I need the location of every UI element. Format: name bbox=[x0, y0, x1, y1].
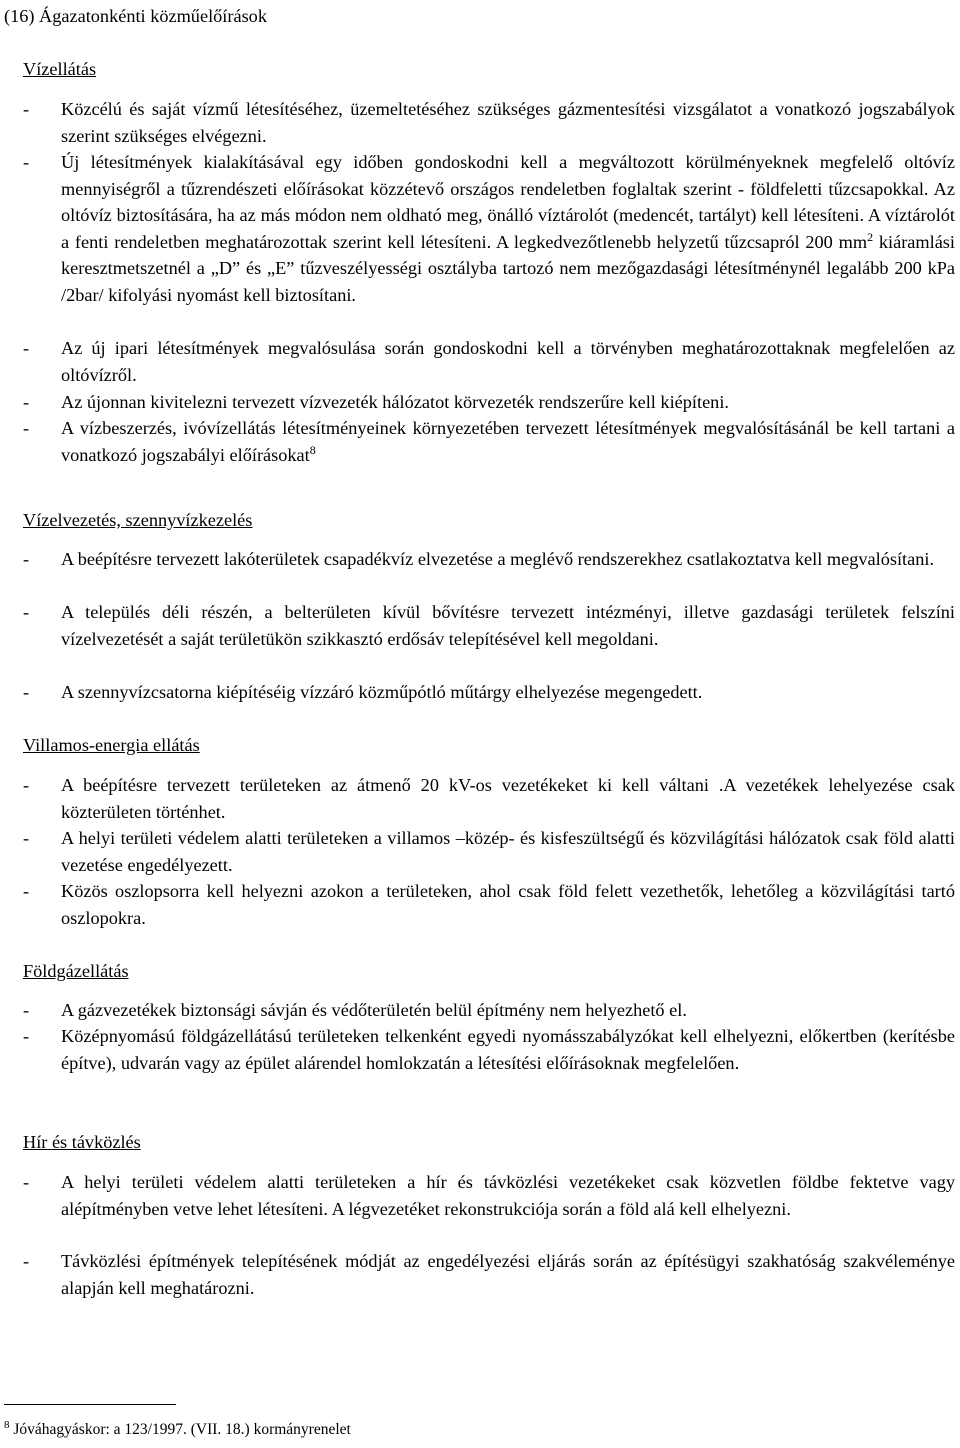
list-dash: - bbox=[23, 392, 30, 412]
list-item-text-part: A vízbeszerzés, ivóvízellátás létesítményeinek környezetében tervezett létesítmények megvalósításánál be kell tartani a vonatkozó jogszabályi előírásokat bbox=[61, 418, 955, 465]
footnote-separator bbox=[4, 1404, 176, 1405]
list-item-text: A gázvezetékek biztonsági sávján és védőterületén belül építmény nem helyezhető el. bbox=[61, 1000, 687, 1020]
list-item bbox=[23, 825, 955, 878]
list-item-text: A helyi területi védelem alatti területeken a hír és távközlési vezetékeket csak közvetlen földbe fektetve vagy alépítményben vetve lehet létesíteni. A légvezetéket rekonstrukciója során a föld alá kell elhelyezni. bbox=[61, 1172, 955, 1219]
list-item bbox=[23, 1169, 955, 1222]
list-dash: - bbox=[23, 338, 30, 358]
list-item-text: Középnyomású földgázellátású területeken telkenként egyedi nyomásszabályzókat kell elhelyezni, előkertben (kerítésbe építve), udvarán vagy az épület alárendel homlokzatán a létesítési előírásoknak megfelelően. bbox=[61, 1026, 955, 1073]
footnote-ref: 8 bbox=[309, 442, 316, 457]
section-heading-hir-es-tavkozles: Hír és távközlés bbox=[23, 1132, 141, 1152]
section-heading-villamos-energia: Villamos-energia ellátás bbox=[23, 735, 200, 755]
list-dash: - bbox=[23, 602, 30, 622]
list-item bbox=[23, 1023, 955, 1076]
list-item-text: A szennyvízcsatorna kiépítéséig vízzáró közműpótló műtárgy elhelyezése megengedett. bbox=[61, 682, 703, 702]
section-heading-vizelvezetes: Vízelvezetés, szennyvízkezelés bbox=[23, 510, 253, 530]
list-item-text: Távközlési építmények telepítésének módját az engedélyezési eljárás során az építésügyi szakhatóság szakvéleménye alapján kell meghatározni. bbox=[61, 1251, 955, 1298]
list-dash: - bbox=[23, 775, 30, 795]
list-item bbox=[23, 335, 955, 388]
list-item-text: A helyi területi védelem alatti területeken a villamos –közép- és kisfeszültségű és közvilágítási hálózatok csak föld alatti vezetése engedélyezett. bbox=[61, 828, 955, 875]
list-item-text: Közcélú és saját vízmű létesítéséhez, üzemeltetéséhez szükséges gázmentesítési vizsgálatot a vonatkozó jogszabályok szerint szükséges elvégezni. bbox=[61, 99, 955, 146]
footnote bbox=[4, 1420, 351, 1440]
section-heading-foldgazellatas: Földgázellátás bbox=[23, 961, 129, 981]
list-item-text: Az újonnan kivitelezni tervezett vízvezeték hálózatot körvezeték rendszerűre kell kiépíteni. bbox=[61, 392, 729, 412]
list-item bbox=[23, 599, 955, 652]
list-item-text bbox=[61, 149, 955, 309]
list-item bbox=[23, 415, 955, 468]
list-item bbox=[23, 149, 955, 309]
list-item-text: Az új ipari létesítmények megvalósulása során gondoskodni kell a törvényben meghatározottaknak megfelelően az oltóvízről. bbox=[61, 338, 955, 385]
list-item bbox=[23, 878, 955, 931]
page-title: (16) Ágazatonkénti közműelőírások bbox=[4, 6, 267, 26]
list-dash: - bbox=[23, 549, 30, 569]
list-item bbox=[23, 997, 955, 1024]
footnote-text: Jóváhagyáskor: a 123/1997. (VII. 18.) kormányrenelet bbox=[9, 1421, 351, 1438]
list-dash: - bbox=[23, 1251, 30, 1271]
list-item-text-part: Új létesítmények kialakításával egy időben gondoskodni kell a megváltozott körülményeknek megfelelő oltóvíz mennyiségről a tűzrendészeti előírásokat közzétevő országos rendeletben foglaltak szerint - földfeletti tűzcsapokkal. Az oltóvíz biztosítására, ha az más módon nem oldható meg, önálló víztárolót (medencét, tartályt) kell létesíteni. A víztárolót a fenti rendeletben meghatározottak szerint kell létesíteni. A legkedvezőtlenebb helyzetű tűzcsapról 200 mm bbox=[61, 152, 955, 252]
list-dash: - bbox=[23, 1172, 30, 1192]
list-item-text: A település déli részén, a belterületen kívül bővítésre tervezett intézményi, illetve gazdasági területek felszíni vízelvezetését a saját területükön szikkasztó erdősáv telepítésével kell megoldani. bbox=[61, 602, 955, 649]
list-item bbox=[23, 679, 955, 706]
section-heading-vizellatas: Vízellátás bbox=[23, 59, 97, 79]
list-dash: - bbox=[23, 828, 30, 848]
list-item-text-part: kiáramlási keresztmetszetnél a „D” és „E” tűzveszélyességi osztályba tartozó nem mezőgazdasági létesítménynél legalább 200 kPa /2bar/ kifolyási nyomást kell biztosítani. bbox=[61, 231, 955, 305]
footnote-number: 8 bbox=[4, 1419, 10, 1431]
list-item bbox=[23, 1248, 955, 1301]
list-dash: - bbox=[23, 418, 30, 438]
list-dash: - bbox=[23, 99, 30, 119]
list-dash: - bbox=[23, 1000, 30, 1020]
list-dash: - bbox=[23, 152, 30, 172]
list-item-text: A beépítésre tervezett lakóterületek csapadékvíz elvezetése a meglévő rendszerekhez csatlakoztatva kell megvalósítani. bbox=[61, 549, 935, 569]
list-item bbox=[23, 546, 955, 573]
list-item-text: Közös oszlopsorra kell helyezni azokon a területeken, ahol csak föld felett vezethetők, lehetőleg a közvilágítási tartó oszlopokra. bbox=[61, 881, 955, 928]
list-dash: - bbox=[23, 1026, 30, 1046]
list-item-text bbox=[61, 415, 955, 468]
list-item bbox=[23, 389, 955, 416]
list-item bbox=[23, 96, 955, 149]
list-item bbox=[23, 772, 955, 825]
list-dash: - bbox=[23, 881, 30, 901]
superscript: 2 bbox=[867, 229, 874, 244]
list-dash: - bbox=[23, 682, 30, 702]
list-item-text: A beépítésre tervezett területeken az átmenő 20 kV-os vezetékeket ki kell váltani .A vezetékek lehelyezése csak közterületen történhet. bbox=[61, 775, 955, 822]
